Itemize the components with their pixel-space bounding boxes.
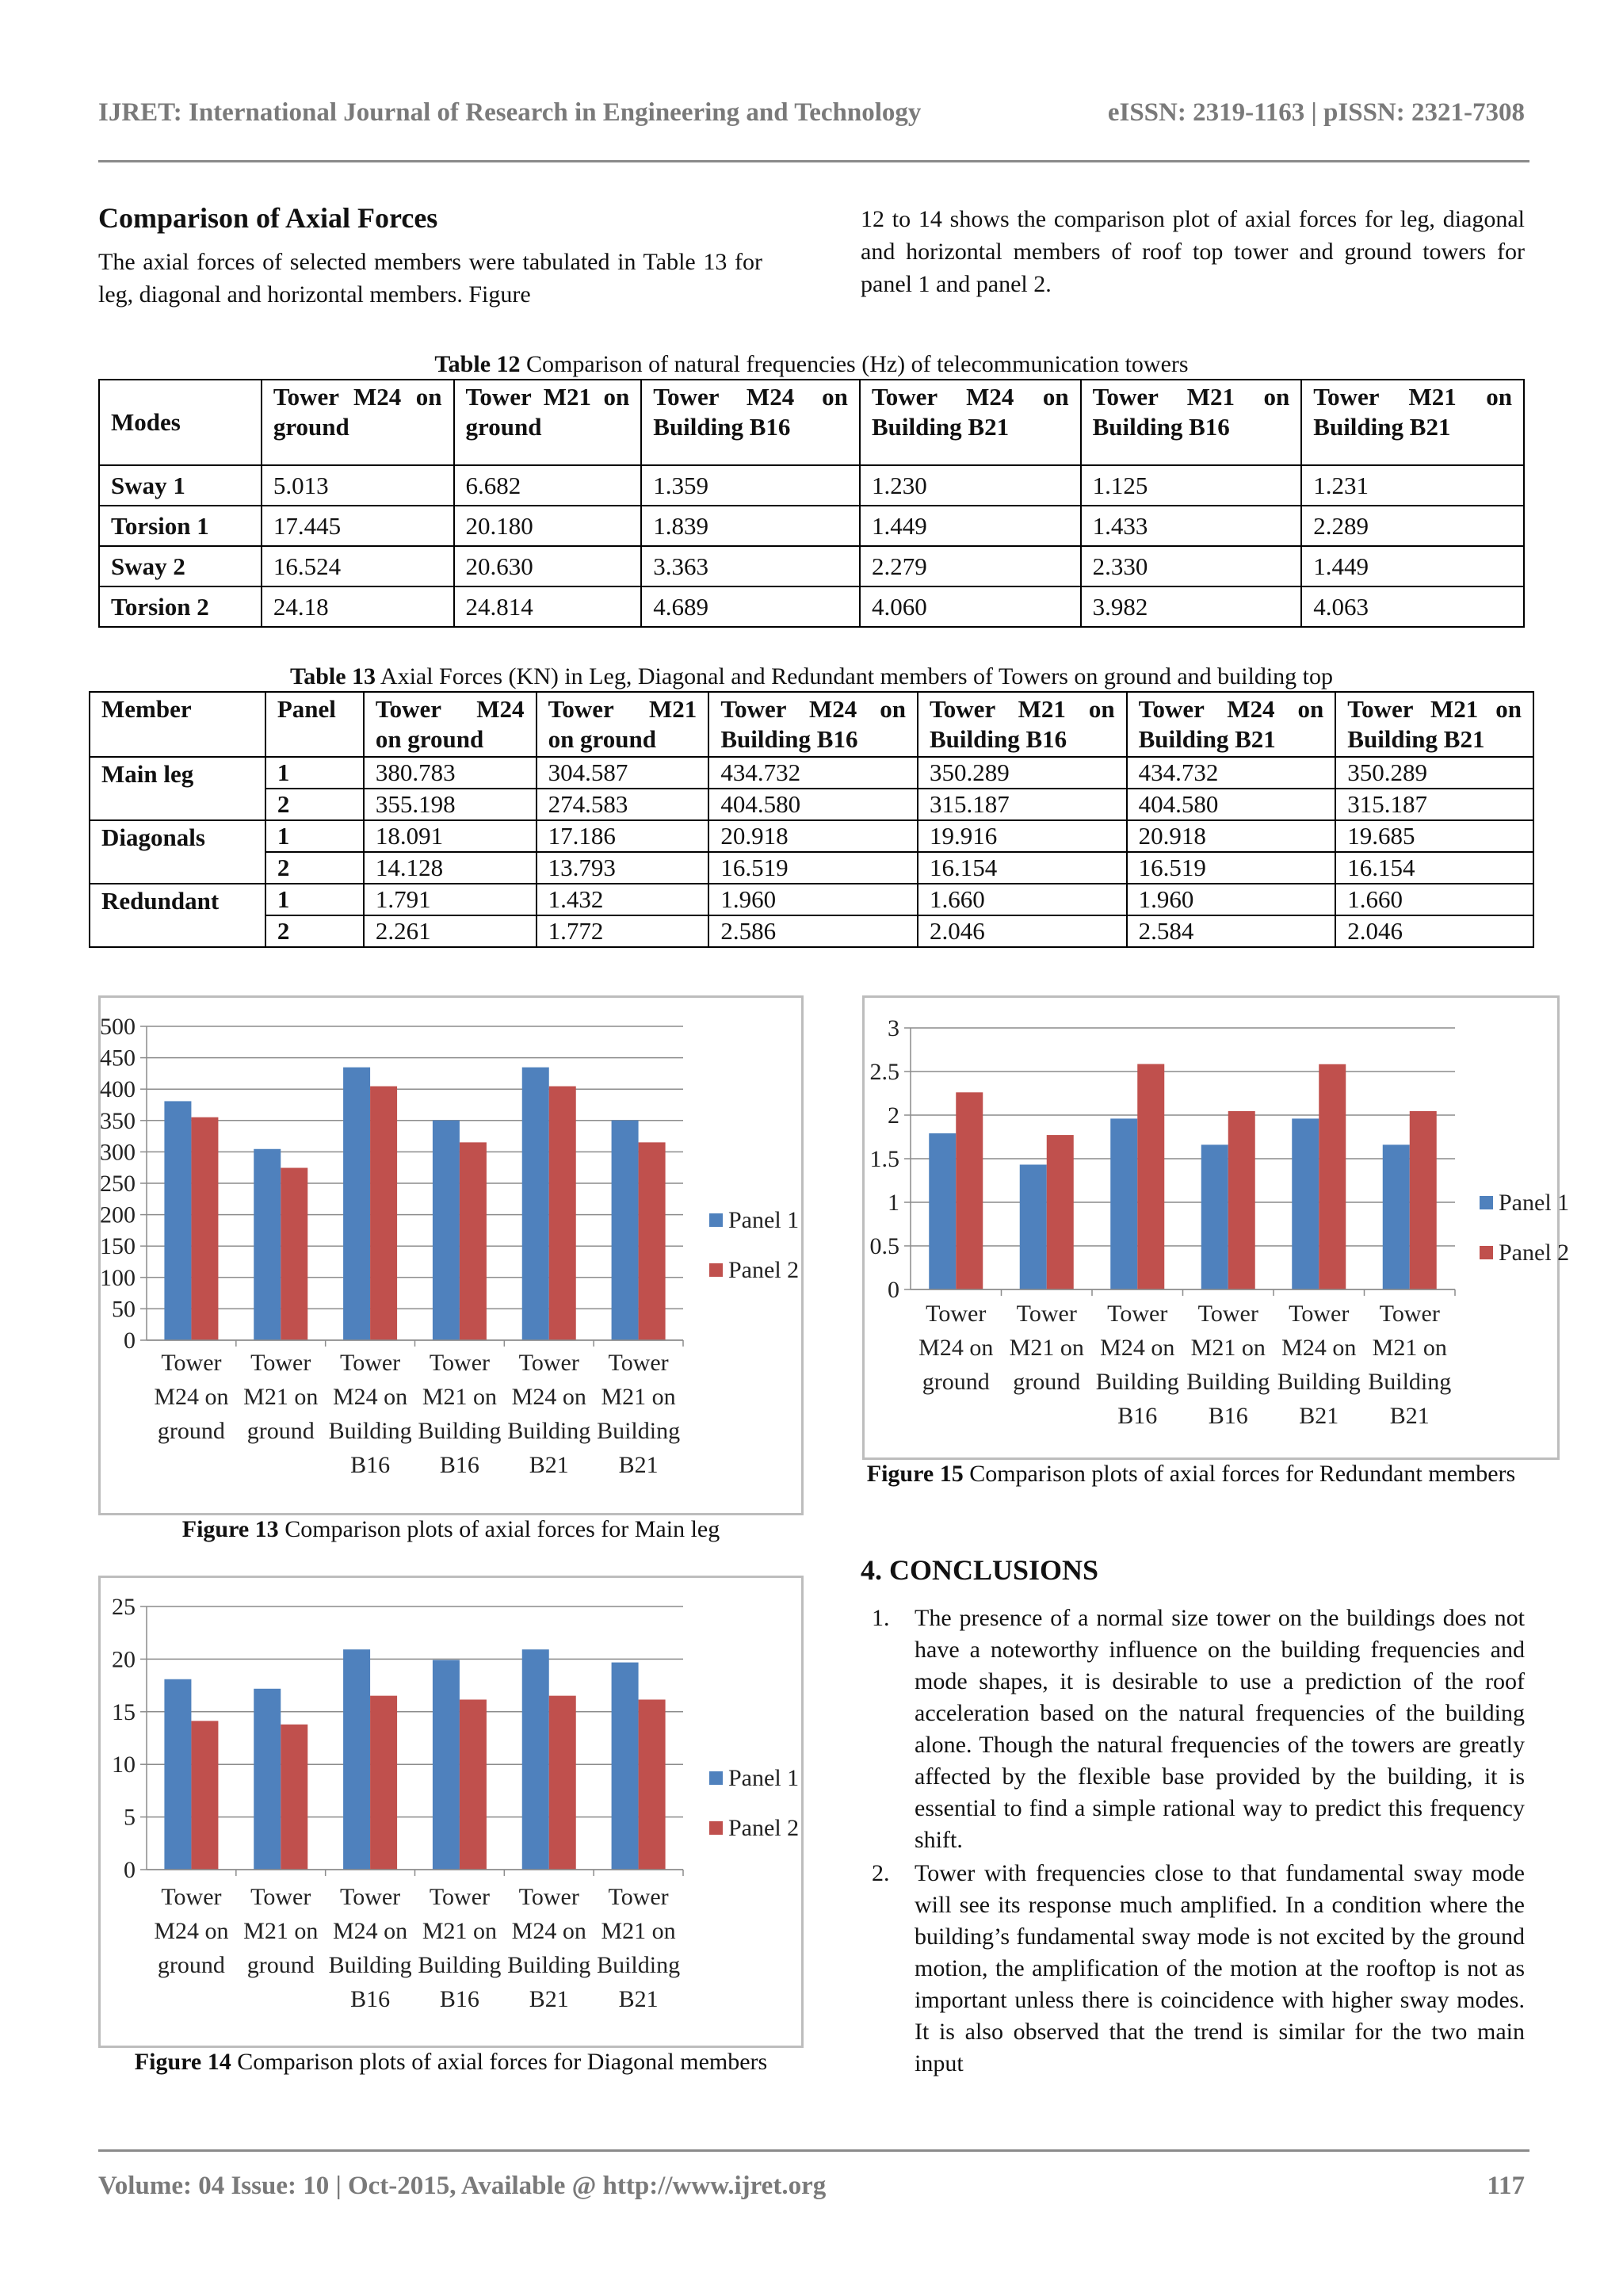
y-tick-label: 0 [124,1857,136,1883]
table12-value-cell: 17.445 [262,506,454,546]
bar-panel2 [1137,1064,1164,1289]
bar-panel2 [639,1142,666,1340]
table13-header-cell: Tower M21 on Building B16 [918,692,1127,757]
conclusion-item [861,1603,1525,1856]
legend-label: Panel 1 [728,1207,800,1233]
table12-value-cell: 20.180 [454,506,642,546]
y-tick-label: 0.5 [869,1233,899,1259]
x-category-label: Tower [608,1884,669,1910]
table13-value-cell: 1.772 [537,915,709,947]
table13-row [90,884,1533,915]
legend-label: Panel 2 [1499,1240,1570,1266]
table13-caption-text: Axial Forces (KN) in Leg, Diagonal and Redundant members of Towers on ground and building top [376,663,1334,690]
table13-value-cell: 13.793 [537,852,709,884]
y-tick-label: 450 [100,1045,136,1072]
bar-panel1 [1201,1144,1228,1289]
table12-value-cell: 20.630 [454,546,642,586]
bar-panel1 [522,1068,549,1340]
conclusions-heading: 4. CONCLUSIONS [861,1554,1099,1586]
table13-value-cell: 16.519 [708,852,918,884]
conclusion-number: 1. [872,1605,890,1631]
table12-row [99,506,1524,546]
table12-value-cell: 4.060 [860,586,1081,627]
table12-value-cell: 1.449 [860,506,1081,546]
bar-panel2 [370,1087,397,1340]
bar-panel2 [191,1721,218,1870]
figure13-caption-text: Comparison plots of axial forces for Main leg [278,1516,720,1542]
table12-caption-text: Comparison of natural frequencies (Hz) of telecommunication towers [520,351,1189,377]
x-category-label: B16 [350,1452,391,1478]
table12-value-cell: 2.279 [860,546,1081,586]
x-category-label: Tower [339,1884,401,1910]
table12-value-cell: 24.18 [262,586,454,627]
table13-value-cell: 19.685 [1335,820,1533,852]
legend-swatch [709,1821,723,1835]
table12-value-cell: 2.330 [1081,546,1302,586]
y-tick-label: 0 [888,1277,899,1303]
figure14-chart [98,1576,804,2048]
conclusion-item [861,1858,1525,2080]
axial-section-left [98,201,762,311]
table13-value-cell: 350.289 [918,757,1127,789]
x-category-label: Building [597,1418,681,1444]
table12-value-cell: 1.125 [1081,465,1302,506]
bar-panel1 [612,1663,639,1870]
table12-mode-cell: Sway 2 [99,546,262,586]
table13-value-cell: 1.432 [537,884,709,915]
x-category-label: B16 [1208,1403,1248,1429]
section-heading: Comparison of Axial Forces [98,202,438,234]
x-category-label: M24 on [1100,1335,1175,1361]
bar-panel2 [549,1087,576,1340]
bar-panel1 [1292,1118,1319,1289]
x-category-label: M24 on [511,1918,586,1944]
table13-header-cell: Panel [265,692,364,757]
table12-value-cell: 4.063 [1301,586,1524,627]
x-category-label: Tower [429,1884,491,1910]
table12-value-cell: 4.689 [641,586,860,627]
table13-value-cell: 2.586 [708,915,918,947]
table13-value-cell: 14.128 [364,852,537,884]
figure14-caption-label: Figure 14 [134,2049,231,2075]
table12-value-cell: 3.363 [641,546,860,586]
table12-value-cell: 6.682 [454,465,642,506]
table13-header-cell: Tower M24 on ground [364,692,537,757]
table12-mode-cell: Sway 1 [99,465,262,506]
y-tick-label: 100 [100,1264,136,1291]
table12-row [99,465,1524,506]
bar-panel1 [1020,1164,1047,1289]
table13 [89,691,1534,948]
conclusion-text: Tower with frequencies close to that fundamental sway mode will see its response much amplified. In a condition where the building’s fundamental sway mode is not excited by the ground motion, the amplification of the motion at the rooftop is not as important unless there is coincidence with higher sway modes. It is also observed that the trend is similar for the two main input [915,1860,1525,2076]
y-tick-label: 2.5 [869,1059,899,1085]
x-category-label: Tower [518,1350,579,1376]
header-rule [98,160,1529,162]
x-category-label: Building [418,1952,502,1978]
table13-value-cell: 17.186 [537,820,709,852]
table13-value-cell: 2.261 [364,915,537,947]
figure15-caption [862,1458,1520,1489]
table13-member-cell: Main leg [90,757,265,820]
bar-panel1 [433,1660,460,1870]
figure13-caption [98,1514,804,1545]
table13-panel-cell: 1 [265,757,364,789]
figure14-svg [101,1578,801,2046]
y-tick-label: 3 [888,1015,899,1041]
table12-value-cell: 1.230 [860,465,1081,506]
x-category-label: Tower [1016,1301,1077,1327]
x-category-label: ground [157,1952,225,1978]
legend-swatch [709,1771,723,1785]
x-category-label: B21 [1299,1403,1339,1429]
table13-caption [89,661,1534,692]
table13-value-cell: 16.154 [918,852,1127,884]
x-category-label: Tower [1379,1301,1440,1327]
table13-value-cell: 315.187 [1335,789,1533,820]
table13-value-cell: 315.187 [918,789,1127,820]
table13-value-cell: 20.918 [708,820,918,852]
table13-panel-cell: 2 [265,915,364,947]
bar-panel1 [254,1149,281,1340]
table13-value-cell: 2.584 [1127,915,1336,947]
table13-value-cell: 274.583 [537,789,709,820]
y-tick-label: 1 [888,1190,899,1216]
table13-value-cell: 434.732 [1127,757,1336,789]
x-category-label: Tower [250,1884,311,1910]
legend-swatch [709,1263,723,1277]
x-category-label: Tower [161,1884,222,1910]
table12-row [99,546,1524,586]
table12-mode-cell: Torsion 1 [99,506,262,546]
table13-value-cell: 380.783 [364,757,537,789]
axial-paragraph-right: 12 to 14 shows the comparison plot of axial forces for leg, diagonal and horizontal members of roof top tower and ground towers for panel 1 and panel 2. [861,206,1525,297]
x-category-label: Building [507,1418,591,1444]
figure15-svg [865,998,1570,1457]
table13-value-cell: 16.154 [1335,852,1533,884]
x-category-label: M21 on [1372,1335,1447,1361]
bar-panel1 [254,1689,281,1870]
x-category-label: Tower [608,1350,669,1376]
x-category-label: Building [597,1952,681,1978]
table12-header-cell: Tower M24 on ground [262,380,454,465]
figure15-caption-label: Figure 15 [866,1461,964,1487]
table13-row [90,789,1533,820]
bar-panel1 [343,1649,370,1870]
table13-header-cell: Tower M21 on ground [537,692,709,757]
x-category-label: Tower [250,1350,311,1376]
table13-panel-cell: 1 [265,884,364,915]
footer-rule [98,2149,1529,2152]
table12-header-cell: Tower M21 on ground [454,380,642,465]
x-category-label: ground [922,1369,990,1395]
table13-value-cell: 1.791 [364,884,537,915]
table13-value-cell: 355.198 [364,789,537,820]
x-category-label: B21 [618,1986,659,2012]
x-category-label: M21 on [1190,1335,1266,1361]
table13-value-cell: 404.580 [1127,789,1336,820]
table13-value-cell: 18.091 [364,820,537,852]
bar-panel2 [281,1725,307,1870]
y-tick-label: 400 [100,1076,136,1103]
bar-panel1 [164,1101,191,1340]
conclusions-section [861,1553,1525,2081]
x-category-label: B16 [1117,1403,1158,1429]
bar-panel2 [191,1117,218,1340]
x-category-label: Building [328,1952,412,1978]
x-category-label: Building [418,1418,502,1444]
x-category-label: Building [1095,1369,1179,1395]
figure15-caption-text: Comparison plots of axial forces for Redundant members [963,1461,1516,1487]
table13-value-cell: 1.960 [708,884,918,915]
table12-value-cell: 1.839 [641,506,860,546]
bar-panel2 [1047,1135,1074,1289]
table12-header-cell: Tower M24 on Building B16 [641,380,860,465]
x-category-label: Tower [1289,1301,1350,1327]
y-tick-label: 200 [100,1201,136,1228]
bar-panel2 [1319,1064,1346,1289]
table12-header-cell: Tower M21 on Building B21 [1301,380,1524,465]
x-category-label: M21 on [243,1918,319,1944]
table13-value-cell: 1.660 [1335,884,1533,915]
x-category-label: M21 on [243,1384,319,1410]
y-tick-label: 15 [112,1698,136,1725]
y-tick-label: 50 [112,1296,136,1323]
x-category-label: M21 on [601,1384,676,1410]
table12-value-cell: 1.449 [1301,546,1524,586]
table13-row [90,852,1533,884]
legend-swatch [1480,1196,1493,1209]
table13-value-cell: 434.732 [708,757,918,789]
y-tick-label: 250 [100,1171,136,1197]
x-category-label: B16 [350,1986,391,2012]
bar-panel2 [639,1699,666,1870]
y-tick-label: 350 [100,1107,136,1134]
x-category-label: M24 on [332,1384,408,1410]
table12 [98,379,1525,628]
table13-value-cell: 19.916 [918,820,1127,852]
x-category-label: M21 on [601,1918,676,1944]
table12-value-cell: 24.814 [454,586,642,627]
x-category-label: B21 [618,1452,659,1478]
table12-caption-label: Table 12 [434,351,521,377]
x-category-label: Tower [1107,1301,1168,1327]
x-category-label: M24 on [154,1384,229,1410]
x-category-label: B16 [439,1452,479,1478]
x-category-label: M21 on [422,1918,498,1944]
conclusion-number: 2. [872,1860,890,1886]
table12-header-cell: Tower M21 on Building B16 [1081,380,1302,465]
bar-panel1 [1383,1144,1410,1289]
legend-swatch [1480,1246,1493,1259]
table13-header-row [90,692,1533,757]
y-tick-label: 300 [100,1139,136,1166]
table13-row [90,757,1533,789]
bar-panel2 [460,1699,487,1870]
table12-value-cell: 1.231 [1301,465,1524,506]
table13-header-cell: Tower M21 on Building B21 [1335,692,1533,757]
bar-panel2 [956,1092,983,1289]
bar-panel2 [1410,1111,1437,1289]
table13-header-cell: Tower M24 on Building B21 [1127,692,1336,757]
legend-label: Panel 1 [728,1765,800,1791]
table13-panel-cell: 1 [265,820,364,852]
conclusion-text: The presence of a normal size tower on the buildings does not have a noteworthy influence on the building frequencies and mode shapes, it is desirable to use a prediction of the roof acceleration based on the natural frequencies of the building alone. Though the natural frequencies of the towers are greatly affected by the flexible base provided by the building, it is essential to find a simple rational way to predict this frequency shift. [915,1605,1525,1853]
y-tick-label: 25 [112,1594,136,1620]
bar-panel2 [1228,1111,1255,1289]
figure13-caption-label: Figure 13 [181,1516,279,1542]
x-category-label: Tower [429,1350,491,1376]
x-category-label: B21 [529,1986,569,2012]
issn: eISSN: 2319-1163 | pISSN: 2321-7308 [1107,98,1525,127]
table13-value-cell: 1.960 [1127,884,1336,915]
y-tick-label: 2 [888,1102,899,1129]
bar-panel1 [343,1068,370,1340]
legend-label: Panel 2 [728,1815,800,1841]
x-category-label: ground [246,1418,315,1444]
bar-panel1 [522,1649,549,1870]
table13-header-cell: Tower M24 on Building B16 [708,692,918,757]
footer-volume: Volume: 04 Issue: 10 | Oct-2015, Available @ http://www.ijret.org [98,2172,827,2200]
x-category-label: ground [246,1952,315,1978]
y-tick-label: 10 [112,1752,136,1778]
x-category-label: Building [1277,1369,1361,1395]
bar-panel1 [164,1679,191,1870]
legend-label: Panel 1 [1499,1190,1570,1216]
x-category-label: Tower [518,1884,579,1910]
table12-value-cell: 5.013 [262,465,454,506]
x-category-label: Tower [1197,1301,1258,1327]
y-tick-label: 1.5 [869,1146,899,1172]
table13-value-cell: 2.046 [1335,915,1533,947]
table12-value-cell: 2.289 [1301,506,1524,546]
x-category-label: Tower [161,1350,222,1376]
table13-header-cell: Member [90,692,265,757]
x-category-label: M24 on [1281,1335,1357,1361]
table13-row [90,915,1533,947]
table13-value-cell: 16.519 [1127,852,1336,884]
figure14-caption [98,2046,804,2077]
x-category-label: ground [157,1418,225,1444]
bar-panel1 [433,1121,460,1340]
x-category-label: M24 on [332,1918,408,1944]
table13-member-cell: Diagonals [90,820,265,884]
table13-caption-label: Table 13 [289,663,376,690]
table12-mode-cell: Torsion 2 [99,586,262,627]
x-category-label: Building [328,1418,412,1444]
figure13-svg [101,998,801,1513]
table13-member-cell: Redundant [90,884,265,947]
figure15-chart [862,995,1570,1460]
table12-header-cell: Modes [99,380,262,465]
x-category-label: M21 on [1009,1335,1084,1361]
journal-title: IJRET: International Journal of Research in Engineering and Technology [98,98,922,127]
x-category-label: B16 [439,1986,479,2012]
x-category-label: Tower [339,1350,401,1376]
legend-label: Panel 2 [728,1257,800,1283]
axial-paragraph-left: The axial forces of selected members were tabulated in Table 13 for leg, diagonal and horizontal members. Figure [98,249,762,308]
x-category-label: B21 [529,1452,569,1478]
x-category-label: M24 on [154,1918,229,1944]
x-category-label: Building [1368,1369,1452,1395]
table13-row [90,820,1533,852]
table12-value-cell: 1.359 [641,465,860,506]
x-category-label: B21 [1389,1403,1430,1429]
table12-header-cell: Tower M24 on Building B21 [860,380,1081,465]
x-category-label: Building [1186,1369,1270,1395]
x-category-label: ground [1013,1369,1081,1395]
x-category-label: Tower [926,1301,987,1327]
table12-value-cell: 16.524 [262,546,454,586]
table13-value-cell: 2.046 [918,915,1127,947]
bar-panel1 [612,1121,639,1340]
y-tick-label: 5 [124,1804,136,1831]
x-category-label: M21 on [422,1384,498,1410]
table13-value-cell: 304.587 [537,757,709,789]
table12-value-cell: 3.982 [1081,586,1302,627]
figure14-caption-text: Comparison plots of axial forces for Diagonal members [231,2049,768,2075]
table12-caption [98,349,1525,380]
bar-panel2 [281,1168,307,1340]
y-tick-label: 500 [100,1014,136,1040]
table13-value-cell: 404.580 [708,789,918,820]
table13-value-cell: 20.918 [1127,820,1336,852]
page-number: 117 [1487,2172,1525,2200]
table13-value-cell: 350.289 [1335,757,1533,789]
table13-panel-cell: 2 [265,789,364,820]
table12-header-row [99,380,1524,465]
bar-panel1 [1110,1118,1137,1289]
legend-swatch [709,1213,723,1227]
y-tick-label: 150 [100,1233,136,1260]
x-category-label: Building [507,1952,591,1978]
y-tick-label: 20 [112,1646,136,1673]
bar-panel2 [370,1696,397,1870]
table13-value-cell: 1.660 [918,884,1127,915]
table12-row [99,586,1524,627]
table13-panel-cell: 2 [265,852,364,884]
bar-panel1 [929,1133,956,1289]
bar-panel2 [460,1142,487,1340]
x-category-label: M24 on [511,1384,586,1410]
conclusions-list [861,1603,1525,2080]
bar-panel2 [549,1696,576,1870]
x-category-label: M24 on [918,1335,994,1361]
figure13-chart [98,995,804,1515]
y-tick-label: 0 [124,1328,136,1354]
table12-value-cell: 1.433 [1081,506,1302,546]
